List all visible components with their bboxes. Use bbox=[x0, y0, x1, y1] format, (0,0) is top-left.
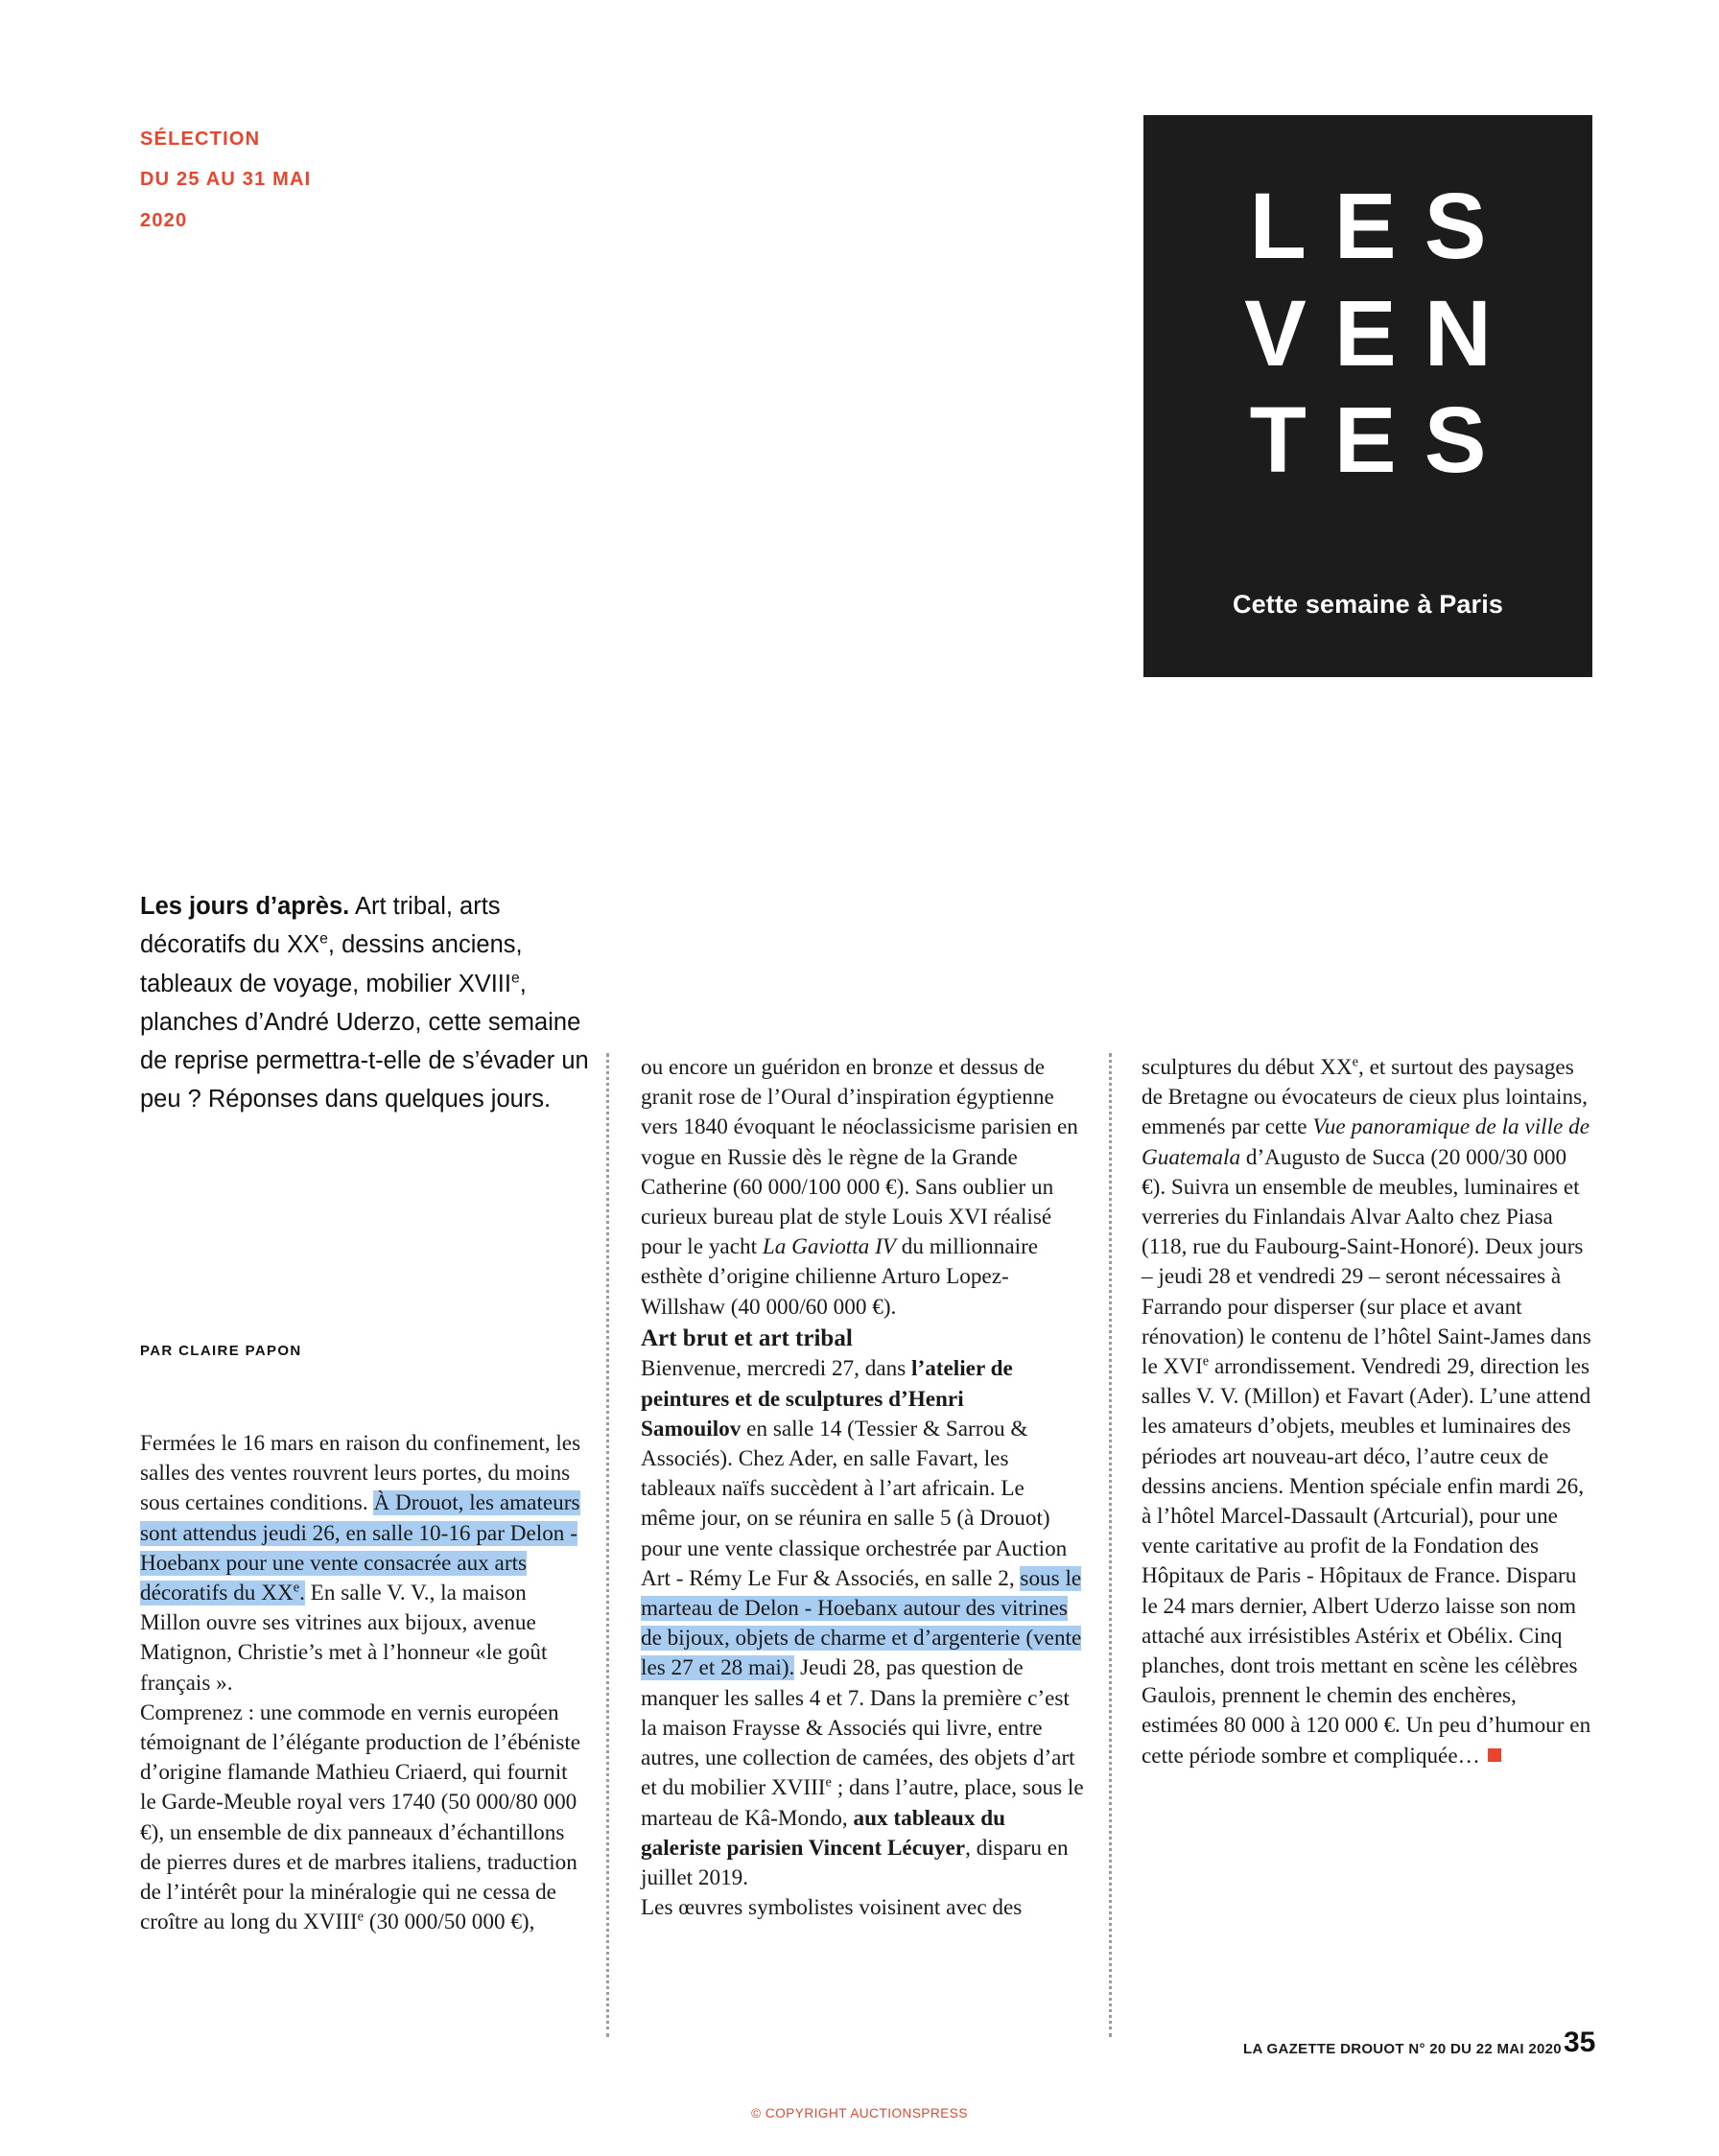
body-column-2 bbox=[641, 1053, 1084, 1923]
col2-p2-end: , disparu en juillet 2019. bbox=[641, 1835, 1069, 1890]
col2-p2-mid: en salle 14 (Tessier & Sarrou & Associés). Chez Ader, en salle Favart, les tableaux naïfs succèdent à l’art africain. Le même jour, on se réunira en salle 5 (à Drouot) pour une vente classique orchestrée par Auction Art - Rémy Le Fur & Associés, en salle 2, bbox=[641, 1416, 1068, 1591]
col2-paragraph-3: Les œuvres symbolistes voisinent avec des bbox=[641, 1895, 1023, 1921]
body-column-1 bbox=[140, 1429, 583, 1937]
section-kicker bbox=[140, 119, 581, 241]
kicker-line-3: 2020 bbox=[140, 209, 188, 231]
logo-line-1: LES bbox=[1249, 174, 1515, 278]
col1-p1-before: Fermées le 16 mars en raison du confinement, les salles des ventes rouvrent leurs portes, du moins sous certaines conditions. bbox=[140, 1431, 581, 1516]
standfirst-lede: Les jours d’après. bbox=[140, 893, 350, 920]
body-column-3 bbox=[1142, 1053, 1592, 1771]
col2-p2-bold2: aux tableaux du galeriste parisien Vincent Lécuyer bbox=[641, 1805, 1005, 1861]
footer-source: LA GAZETTE DROUOT N° 20 DU 22 MAI 2020 bbox=[1243, 2041, 1562, 2057]
col2-p2-after: Jeudi 28, pas question de manquer les salles 4 et 7. Dans la première c’est la maison Fraysse & Associés qui livre, entre autres, une collection de camées, des objets d’art et du mobilier XVIIIe ; dans l’autre, place, sous le marteau de Kâ-Mondo, bbox=[641, 1655, 1084, 1831]
col2-highlight: sous le marteau de Delon - Hoebanx autour des vitrines de bijoux, objets de charme et d’argenterie (vente les 27 et 28 mai). bbox=[641, 1565, 1082, 1681]
page-number: 35 bbox=[1564, 2027, 1596, 2058]
col1-paragraph-2: Comprenez : une commode en vernis européen témoignant de l’élégante production de l’ébéniste d’origine flamande Mathieu Criaerd, qui fournit le Garde-Meuble royal vers 1740 (50 000/80 000 €), un ensemble de dix panneaux d’échantillons de pierres dures et de marbres italiens, traduction de l’intérêt pour la minéralogie qui ne cessa de croître au long du XVIIIe (30 000/50 000 €), bbox=[140, 1699, 581, 1935]
standfirst-body: Art tribal, arts décoratifs du XXe, dessins anciens, tableaux de voyage, mobilier XVIIIe, planches d’André Uderzo, cette semaine de reprise permettra-t-elle de s’évader un peu ? Réponses dans quelques jours. bbox=[140, 893, 589, 1113]
logo-tagline: Cette semaine à Paris bbox=[1233, 590, 1503, 619]
col3-paragraph-1 bbox=[1142, 1053, 1592, 1771]
kicker-line-2: DU 25 AU 31 MAI bbox=[140, 169, 312, 191]
col2-paragraph-1 bbox=[641, 1053, 1084, 1323]
kicker-line-1: SÉLECTION bbox=[140, 129, 261, 150]
col1-p1-after: En salle V. V., la maison Millon ouvre ses vitrines aux bijoux, avenue Matignon, Christie’s met à l’honneur «le goût français ». bbox=[140, 1581, 548, 1696]
col1-highlight: À Drouot, les amateurs sont attendus jeudi 26, en salle 10-16 par Delon - Hoebanx pour une vente consacrée aux arts décoratifs du XXe. bbox=[140, 1490, 580, 1606]
col3-p1-italic: Vue panoramique de la ville de Guatemala bbox=[1142, 1114, 1590, 1170]
logo-letters bbox=[1143, 173, 1592, 494]
col2-paragraph-2 bbox=[641, 1354, 1084, 1893]
col2-p2-start: Bienvenue, mercredi 27, dans bbox=[641, 1356, 912, 1382]
col2-p1-italic: La Gaviotta IV bbox=[762, 1234, 896, 1260]
col2-subheading: Art brut et art tribal bbox=[641, 1324, 853, 1351]
col3-p1-start: sculptures du début XXe, et surtout des paysages de Bretagne ou évocateurs de cieux plus lointains, emmenés par cette bbox=[1142, 1054, 1588, 1140]
logo-line-3: TES bbox=[1249, 387, 1515, 493]
col2-p2-bold: l’atelier de peintures et de sculptures d’Henri Samouilov bbox=[641, 1356, 1013, 1441]
col3-p1-end: d’Augusto de Succa (20 000/30 000 €). Suivra un ensemble de meubles, luminaires et verreries du Finlandais Alvar Aalto chez Piasa (118, rue du Faubourg-Saint-Honoré). Deux jours – jeudi 28 et vendredi 29 – seront nécessaires à Farrando pour disperser (sur place et avant rénovation) le contenu de l’hôtel Saint-James dans le XVIe arrondissement. Vendredi 29, direction les salles V. V. (Millon) et Favart (Ader). L’une attend les amateurs d’objets, meubles et luminaires des périodes art nouveau-art déco, l’autre ceux de dessins anciens. Mention spéciale enfin mardi 26, à l’hôtel Marcel-Dassault (Artcurial), pour une vente caritative au profit de la Fondation des Hôpitaux de Paris - Hôpitaux de France. Disparu le 24 mars dernier, Albert Uderzo laisse son nom attaché aux irrésistibles Astérix et Obélix. Cinq planches, dont trois mettant en scène les célèbres Gaulois, prennent le chemin des enchères, estimées 80 000 à 120 000 €. Un peu d’humour en cette période sombre et compliquée… bbox=[1142, 1144, 1591, 1769]
col1-paragraph-1 bbox=[140, 1429, 583, 1699]
col2-p1-start: ou encore un guéridon en bronze et dessus de granit rose de l’Oural d’inspiration égyptienne vers 1840 évoquant le néoclassicisme parisien en vogue en Russie dès le règne de la Grande Catherine (60 000/100 000 €). Sans oublier un curieux bureau plat de style Louis XVI réalisé pour le yacht bbox=[641, 1055, 1078, 1260]
les-ventes-logo bbox=[1143, 115, 1592, 677]
column-divider-2 bbox=[1109, 1053, 1112, 2037]
logo-line-2: VEN bbox=[1244, 280, 1519, 386]
standfirst bbox=[140, 887, 591, 1119]
col2-p1-end: du millionnaire esthète d’origine chilienne Arturo Lopez-Willshaw (40 000/60 000 €). bbox=[641, 1234, 1039, 1320]
end-of-article-mark bbox=[1488, 1748, 1501, 1762]
column-divider-1 bbox=[606, 1053, 609, 2037]
byline: PAR CLAIRE PAPON bbox=[140, 1343, 302, 1359]
copyright-notice: © COPYRIGHT AUCTIONSPRESS bbox=[751, 2106, 968, 2121]
